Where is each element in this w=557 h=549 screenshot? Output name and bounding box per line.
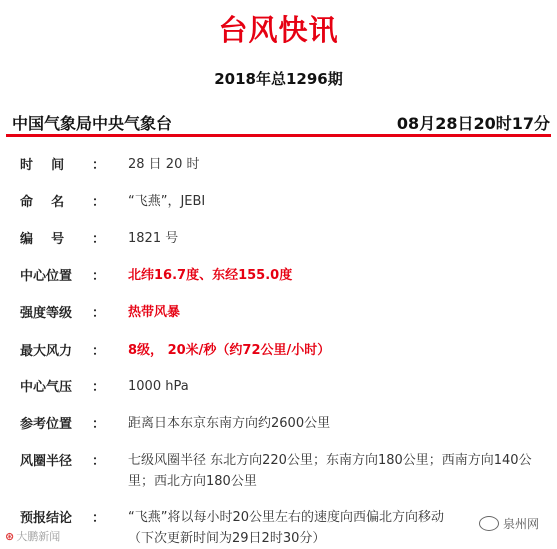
agency-name: 中国气象局中央气象台	[12, 114, 173, 133]
row-label: 参考位置	[20, 417, 73, 432]
row-label: 预报结论	[20, 511, 73, 526]
row-label: 编 号	[20, 232, 65, 247]
watermark-right	[479, 515, 539, 532]
row-value: “飞燕”将以每小时20公里左右的速度向西偏北方向移动 （下次更新时间为29日2时30分）	[128, 510, 445, 546]
row-colon: ：	[92, 380, 106, 395]
row-colon: ：	[92, 232, 106, 247]
row-value: 七级风圈半径 东北方向220公里；东南方向180公里；西南方向140公里；西北方向180公里	[128, 453, 532, 489]
row-value: 北纬16.7度、东经155.0度	[128, 268, 293, 283]
chat-bubble-icon	[479, 516, 499, 531]
row-value: 1000 hPa	[128, 379, 189, 394]
row-colon: ：	[92, 306, 106, 321]
header-divider	[6, 134, 551, 137]
page-title: 台风快讯	[218, 13, 339, 47]
row-label: 时 间	[20, 158, 65, 173]
row-colon: ：	[92, 195, 106, 210]
row-label: 中心位置	[20, 269, 73, 284]
weibo-icon: ⊛	[5, 530, 15, 543]
row-value: 1821 号	[128, 231, 179, 246]
row-value: “飞燕”，JEBI	[128, 194, 206, 209]
row-colon: ：	[92, 269, 106, 284]
row-value: 8级， 20米/秒（约72公里/小时）	[128, 343, 331, 358]
row-value: 热带风暴	[128, 305, 181, 320]
publish-datetime: 08月28日20时17分	[396, 114, 550, 133]
row-colon: ：	[92, 511, 106, 526]
row-label: 最大风力	[20, 344, 73, 359]
row-label: 强度等级	[20, 306, 73, 321]
row-value: 28 日 20 时	[128, 157, 200, 172]
row-label: 风圈半径	[20, 454, 73, 469]
row-colon: ：	[92, 417, 106, 432]
issue-number: 2018年总1296期	[214, 70, 343, 88]
watermark-right-text: 泉州网	[502, 517, 539, 531]
row-label: 命 名	[20, 195, 65, 210]
row-colon: ：	[92, 158, 106, 173]
row-label: 中心气压	[20, 380, 73, 395]
row-value: 距离日本东京东南方向约2600公里	[128, 416, 331, 431]
row-colon: ：	[92, 344, 106, 359]
row-colon: ：	[92, 454, 106, 469]
watermark-left	[5, 528, 60, 544]
watermark-left-text: 大鹏新闻	[16, 530, 61, 543]
